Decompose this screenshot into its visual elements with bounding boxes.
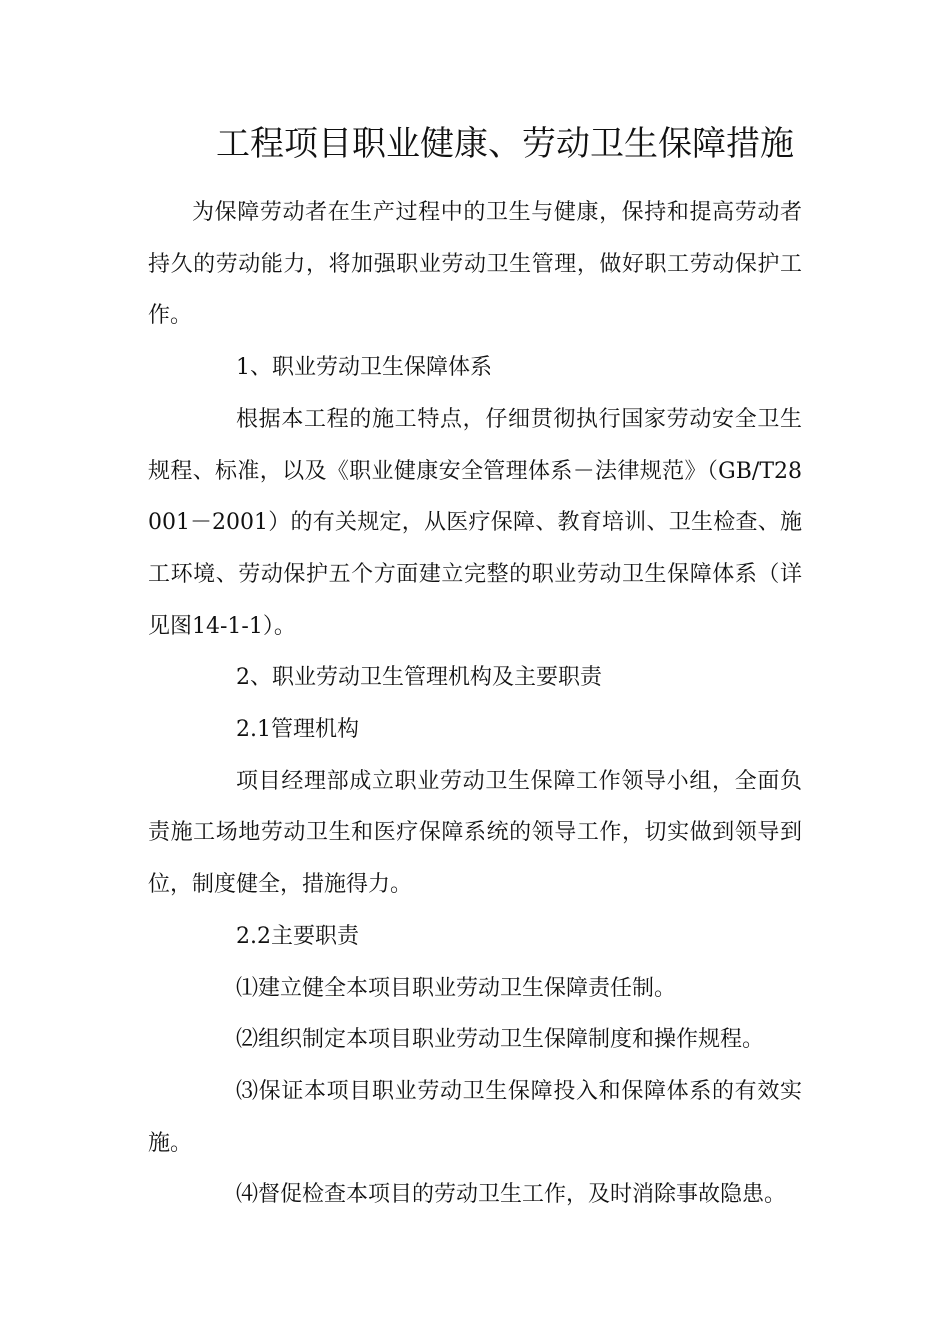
list-item: ⑶保证本项目职业劳动卫生保障投入和保障体系的有效实施。 — [148, 1078, 802, 1156]
document-body — [148, 187, 802, 1221]
paragraph-organization: 项目经理部成立职业劳动卫生保障工作领导小组，全面负责施工场地劳动卫生和医疗保障系统的领导工作，切实做到领导到位，制度健全，措施得力。 — [148, 768, 802, 898]
paragraph-system: 根据本工程的施工特点，仔细贯彻执行国家劳动安全卫生规程、标准，以及《职业健康安全管理体系－法律规范》（GB/T28001－2001）的有关规定，从医疗保障、教育培训、卫生检查、施工环境、劳动保护五个方面建立完整的职业劳动卫生保障体系（详见图14-1-1）。 — [148, 406, 802, 639]
list-item: ⑵组织制定本项目职业劳动卫生保障制度和操作规程。 — [236, 1027, 765, 1053]
list-item: ⑴建立健全本项目职业劳动卫生保障责任制。 — [236, 975, 677, 1001]
list-item: ⑷督促检查本项目的劳动卫生工作，及时消除事故隐患。 — [236, 1182, 787, 1208]
subsection-heading-2-1: 2.1管理机构 — [236, 717, 359, 743]
section-heading-2: 2、职业劳动卫生管理机构及主要职责 — [236, 665, 602, 691]
subsection-heading-2-2: 2.2主要职责 — [236, 923, 359, 949]
paragraph-intro: 为保障劳动者在生产过程中的卫生与健康，保持和提高劳动者持久的劳动能力，将加强职业劳动卫生管理，做好职工劳动保护工作。 — [148, 200, 802, 329]
section-heading-1: 1、职业劳动卫生保障体系 — [236, 355, 492, 381]
document-title: 工程项目职业健康、劳动卫生保障措施 — [216, 124, 794, 164]
